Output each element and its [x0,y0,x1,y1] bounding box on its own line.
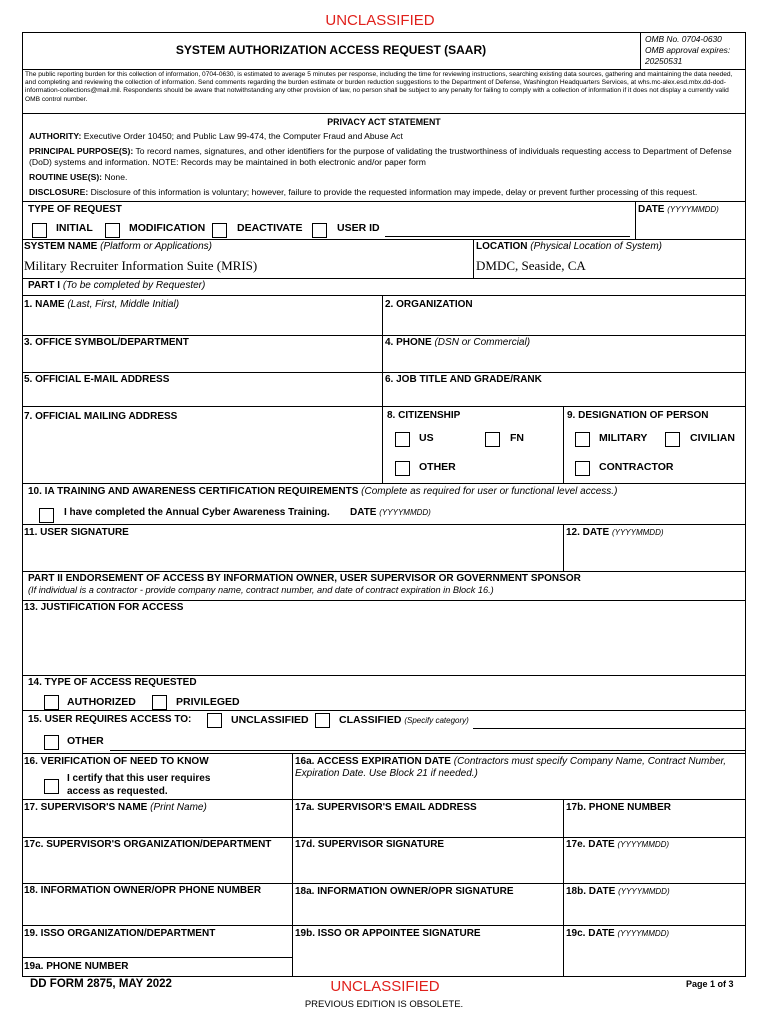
field-9-designation-label: 9. DESIGNATION OF PERSON [567,410,709,421]
field-18b-hint: (YYYYMMDD) [618,887,670,896]
field-16a-text: 16a. ACCESS EXPIRATION DATE [295,756,451,767]
training-date-hint: (YYYYMMDD) [379,508,431,517]
privacy-heading: PRIVACY ACT STATEMENT [327,117,441,127]
deactivate-checkbox[interactable] [212,223,227,238]
field-16a-hint-2: Expiration Date. Use Block 21 if needed.) [295,768,478,779]
page-number: Page 1 of 3 [686,979,734,989]
field-6-job-title-label[interactable]: 6. JOB TITLE AND GRADE/RANK [385,374,542,385]
field-19c-hint: (YYYYMMDD) [617,929,670,938]
contractor-label: CONTRACTOR [599,461,674,473]
field-5-email-label[interactable]: 5. OFFICIAL E-MAIL ADDRESS [24,374,170,385]
field-1-hint: (Last, First, Middle Initial) [67,299,180,310]
field-18b-date-label[interactable] [566,886,670,897]
form-title: SYSTEM AUTHORIZATION ACCESS REQUEST (SAAR) [175,43,487,57]
field-2-organization-label[interactable]: 2. ORGANIZATION [385,299,473,310]
request-date-text: DATE [638,204,665,215]
field-12-date-label[interactable] [566,527,664,538]
user-id-option-label: USER ID [337,222,380,234]
field-16-need-to-know-label: 16. VERIFICATION OF NEED TO KNOW [24,756,209,767]
field-1-name-label[interactable] [24,299,179,310]
civilian-checkbox[interactable] [665,432,680,447]
omb-number: OMB No. 0704-0630 [645,34,722,44]
field-19c-date-label[interactable] [566,928,669,939]
need-to-know-checkbox[interactable] [44,779,59,794]
citizenship-fn-label: FN [510,432,524,444]
field-1-text: 1. NAME [24,299,65,310]
classified-category-line[interactable] [473,728,745,729]
location-text: LOCATION [476,241,528,252]
form-number: DD FORM 2875, MAY 2022 [30,978,172,990]
field-12-text: 12. DATE [566,527,610,538]
frame-bottom [22,976,746,977]
routine-use-statement [29,172,741,183]
field-17e-text: 17e. DATE [566,839,615,850]
modification-checkbox[interactable] [105,223,120,238]
field-17d-signature-label[interactable]: 17d. SUPERVISOR SIGNATURE [295,839,445,850]
field-18a-owner-signature-label[interactable]: 18a. INFORMATION OWNER/OPR SIGNATURE [295,886,514,897]
citizenship-other-checkbox[interactable] [395,461,410,476]
classification-banner-top: UNCLASSIFIED [325,12,435,29]
field-17b-phone-label[interactable]: 17b. PHONE NUMBER [566,802,672,813]
burden-statement: The public reporting burden for this collection of information, 0704-0630, is estimated to average 5 minutes per response, including the time for reviewing instructions, searching existing data sources, gathering and maintaining the data needed, and completing and reviewing the collection of information. Send comments regarding the burden estimate or burden reduction suggestions to the Department of Defense, Washington Headquarters Services, at whs.mc-alex.esd.mbx.dd-dod-information-collections@mail.mil. Respondents should be aware that notwithstanding any other provision of law, no person shall be subject to any penalty for failing to comply with a collection of information if it does not display a currently valid OMB control number. [25,71,733,103]
purpose-statement [29,146,741,168]
citizenship-other-label: OTHER [419,461,456,473]
field-19b-isso-signature-label[interactable]: 19b. ISSO OR APPOINTEE SIGNATURE [295,928,481,939]
field-13-justification-label[interactable]: 13. JUSTIFICATION FOR ACCESS [24,602,184,613]
citizenship-us-label: US [419,432,434,444]
need-to-know-line-1: I certify that this user requires [67,773,211,784]
system-name-value[interactable]: Military Recruiter Information Suite (MRIS) [24,258,258,273]
privileged-label: PRIVILEGED [176,696,240,708]
citizenship-fn-checkbox[interactable] [485,432,500,447]
system-name-hint: (Platform or Applications) [100,241,213,252]
field-10-hint: (Complete as required for user or functional level access.) [361,486,618,497]
omb-expires-label: OMB approval expires: [645,45,731,55]
classified-checkbox[interactable] [315,713,330,728]
contractor-checkbox[interactable] [575,461,590,476]
field-19c-text: 19c. DATE [566,928,615,939]
field-16a-hint-1: (Contractors must specify Company Name, Contract Number, [453,756,727,767]
disclosure-label: DISCLOSURE: [29,187,89,197]
unclassified-checkbox[interactable] [207,713,222,728]
request-date-hint: (YYYYMMDD) [667,205,719,214]
field-10-ia-training-label [28,486,617,497]
purpose-text: To record names, signatures, and other identifiers for the purpose of validating the trustworthiness of individuals requesting access to Department of Defense (DoD) systems and information. NOTE: Records may be maintained in both electronic and/or paper form [29,146,732,167]
system-name-text: SYSTEM NAME [24,241,98,252]
field-15-access-to-label: 15. USER REQUIRES ACCESS TO: [28,714,192,725]
authority-text: Executive Order 10450; and Public Law 99-474, the Computer Fraud and Abuse Act [83,131,403,141]
cyber-training-label: I have completed the Annual Cyber Awareness Training. [64,507,330,518]
initial-option-label: INITIAL [56,222,93,234]
other-access-label: OTHER [67,735,104,747]
field-8-citizenship-label: 8. CITIZENSHIP [387,410,461,421]
field-3-office-label[interactable]: 3. OFFICE SYMBOL/DEPARTMENT [24,337,189,348]
frame-top [22,32,746,33]
user-id-checkbox[interactable] [312,223,327,238]
part1-heading [28,280,205,291]
authorized-label: AUTHORIZED [67,696,136,708]
disclosure-text: Disclosure of this information is voluntary; however, failure to provide the requested information may impede, delay or prevent further processing of this request. [90,187,698,197]
disclosure-statement [29,187,741,198]
frame-right [745,32,746,976]
other-access-checkbox[interactable] [44,735,59,750]
purpose-label: PRINCIPAL PURPOSE(S): [29,146,134,156]
field-14-access-type-label: 14. TYPE OF ACCESS REQUESTED [28,677,197,688]
modification-option-label: MODIFICATION [129,222,206,234]
type-of-request-label: TYPE OF REQUEST [28,204,122,215]
system-name-label [24,241,212,252]
field-4-text: 4. PHONE [385,337,432,348]
authority-label: AUTHORITY: [29,131,82,141]
field-11-signature-label[interactable]: 11. USER SIGNATURE [24,527,129,538]
privileged-checkbox[interactable] [152,695,167,710]
other-access-line[interactable] [110,750,745,751]
classified-hint: (Specify category) [404,716,469,725]
citizenship-us-checkbox[interactable] [395,432,410,447]
field-17e-hint: (YYYYMMDD) [617,840,670,849]
field-4-phone-label[interactable] [385,337,530,348]
field-17c-organization-label[interactable]: 17c. SUPERVISOR'S ORGANIZATION/DEPARTMENT [24,839,272,850]
part1-heading-text: PART I [28,280,61,291]
unclassified-label: UNCLASSIFIED [231,714,309,726]
field-17-supervisor-name-label[interactable] [24,802,207,813]
initial-checkbox[interactable] [32,223,47,238]
location-label [476,241,662,252]
user-id-entry-line[interactable] [385,236,630,237]
omb-expires-date: 20250531 [645,56,683,66]
civilian-label: CIVILIAN [690,432,735,444]
classification-banner-bottom: UNCLASSIFIED [330,978,440,995]
field-19-isso-org-label[interactable]: 19. ISSO ORGANIZATION/DEPARTMENT [24,928,216,939]
classified-text: CLASSIFIED [339,714,402,726]
need-to-know-line-2: access as requested. [67,786,168,797]
location-value[interactable]: DMDC, Seaside, CA [476,258,586,273]
location-hint: (Physical Location of System) [530,241,662,252]
military-checkbox[interactable] [575,432,590,447]
training-date-label [350,507,431,518]
field-16a-expiration-label[interactable] [295,756,743,780]
field-17-text: 17. SUPERVISOR'S NAME [24,802,148,813]
field-19a-phone-label[interactable]: 19a. PHONE NUMBER [24,961,129,972]
obsolete-notice: PREVIOUS EDITION IS OBSOLETE. [304,999,464,1010]
field-10-text: 10. IA TRAINING AND AWARENESS CERTIFICATION REQUIREMENTS [28,486,359,497]
part2-heading: PART II ENDORSEMENT OF ACCESS BY INFORMATION OWNER, USER SUPERVISOR OR GOVERNMENT SPONSOR [28,573,581,584]
field-7-mailing-label[interactable]: 7. OFFICIAL MAILING ADDRESS [24,411,178,422]
training-date-text: DATE [350,507,377,518]
routine-text: None. [104,172,128,182]
field-17e-date-label[interactable] [566,839,669,850]
authorized-checkbox[interactable] [44,695,59,710]
deactivate-option-label: DEACTIVATE [237,222,303,234]
frame-left [22,32,23,976]
field-12-hint: (YYYYMMDD) [611,528,664,537]
request-date-label [638,204,719,215]
field-4-hint: (DSN or Commercial) [434,337,531,348]
part1-heading-hint: (To be completed by Requester) [62,280,206,291]
routine-label: ROUTINE USE(S): [29,172,103,182]
military-label: MILITARY [599,432,648,444]
field-18-owner-phone-label[interactable]: 18. INFORMATION OWNER/OPR PHONE NUMBER [24,885,262,896]
field-17-hint: (Print Name) [150,802,207,813]
omb-info [645,34,730,67]
authority-statement [29,131,741,142]
part2-note: (If individual is a contractor - provide company name, contract number, and date of contract expiration in Block 16.) [28,585,494,595]
field-18b-text: 18b. DATE [566,886,616,897]
need-to-know-certify-label [67,772,210,798]
field-17a-supervisor-email-label[interactable]: 17a. SUPERVISOR'S EMAIL ADDRESS [295,802,477,813]
cyber-training-checkbox[interactable] [39,508,54,523]
classified-label [339,714,469,726]
